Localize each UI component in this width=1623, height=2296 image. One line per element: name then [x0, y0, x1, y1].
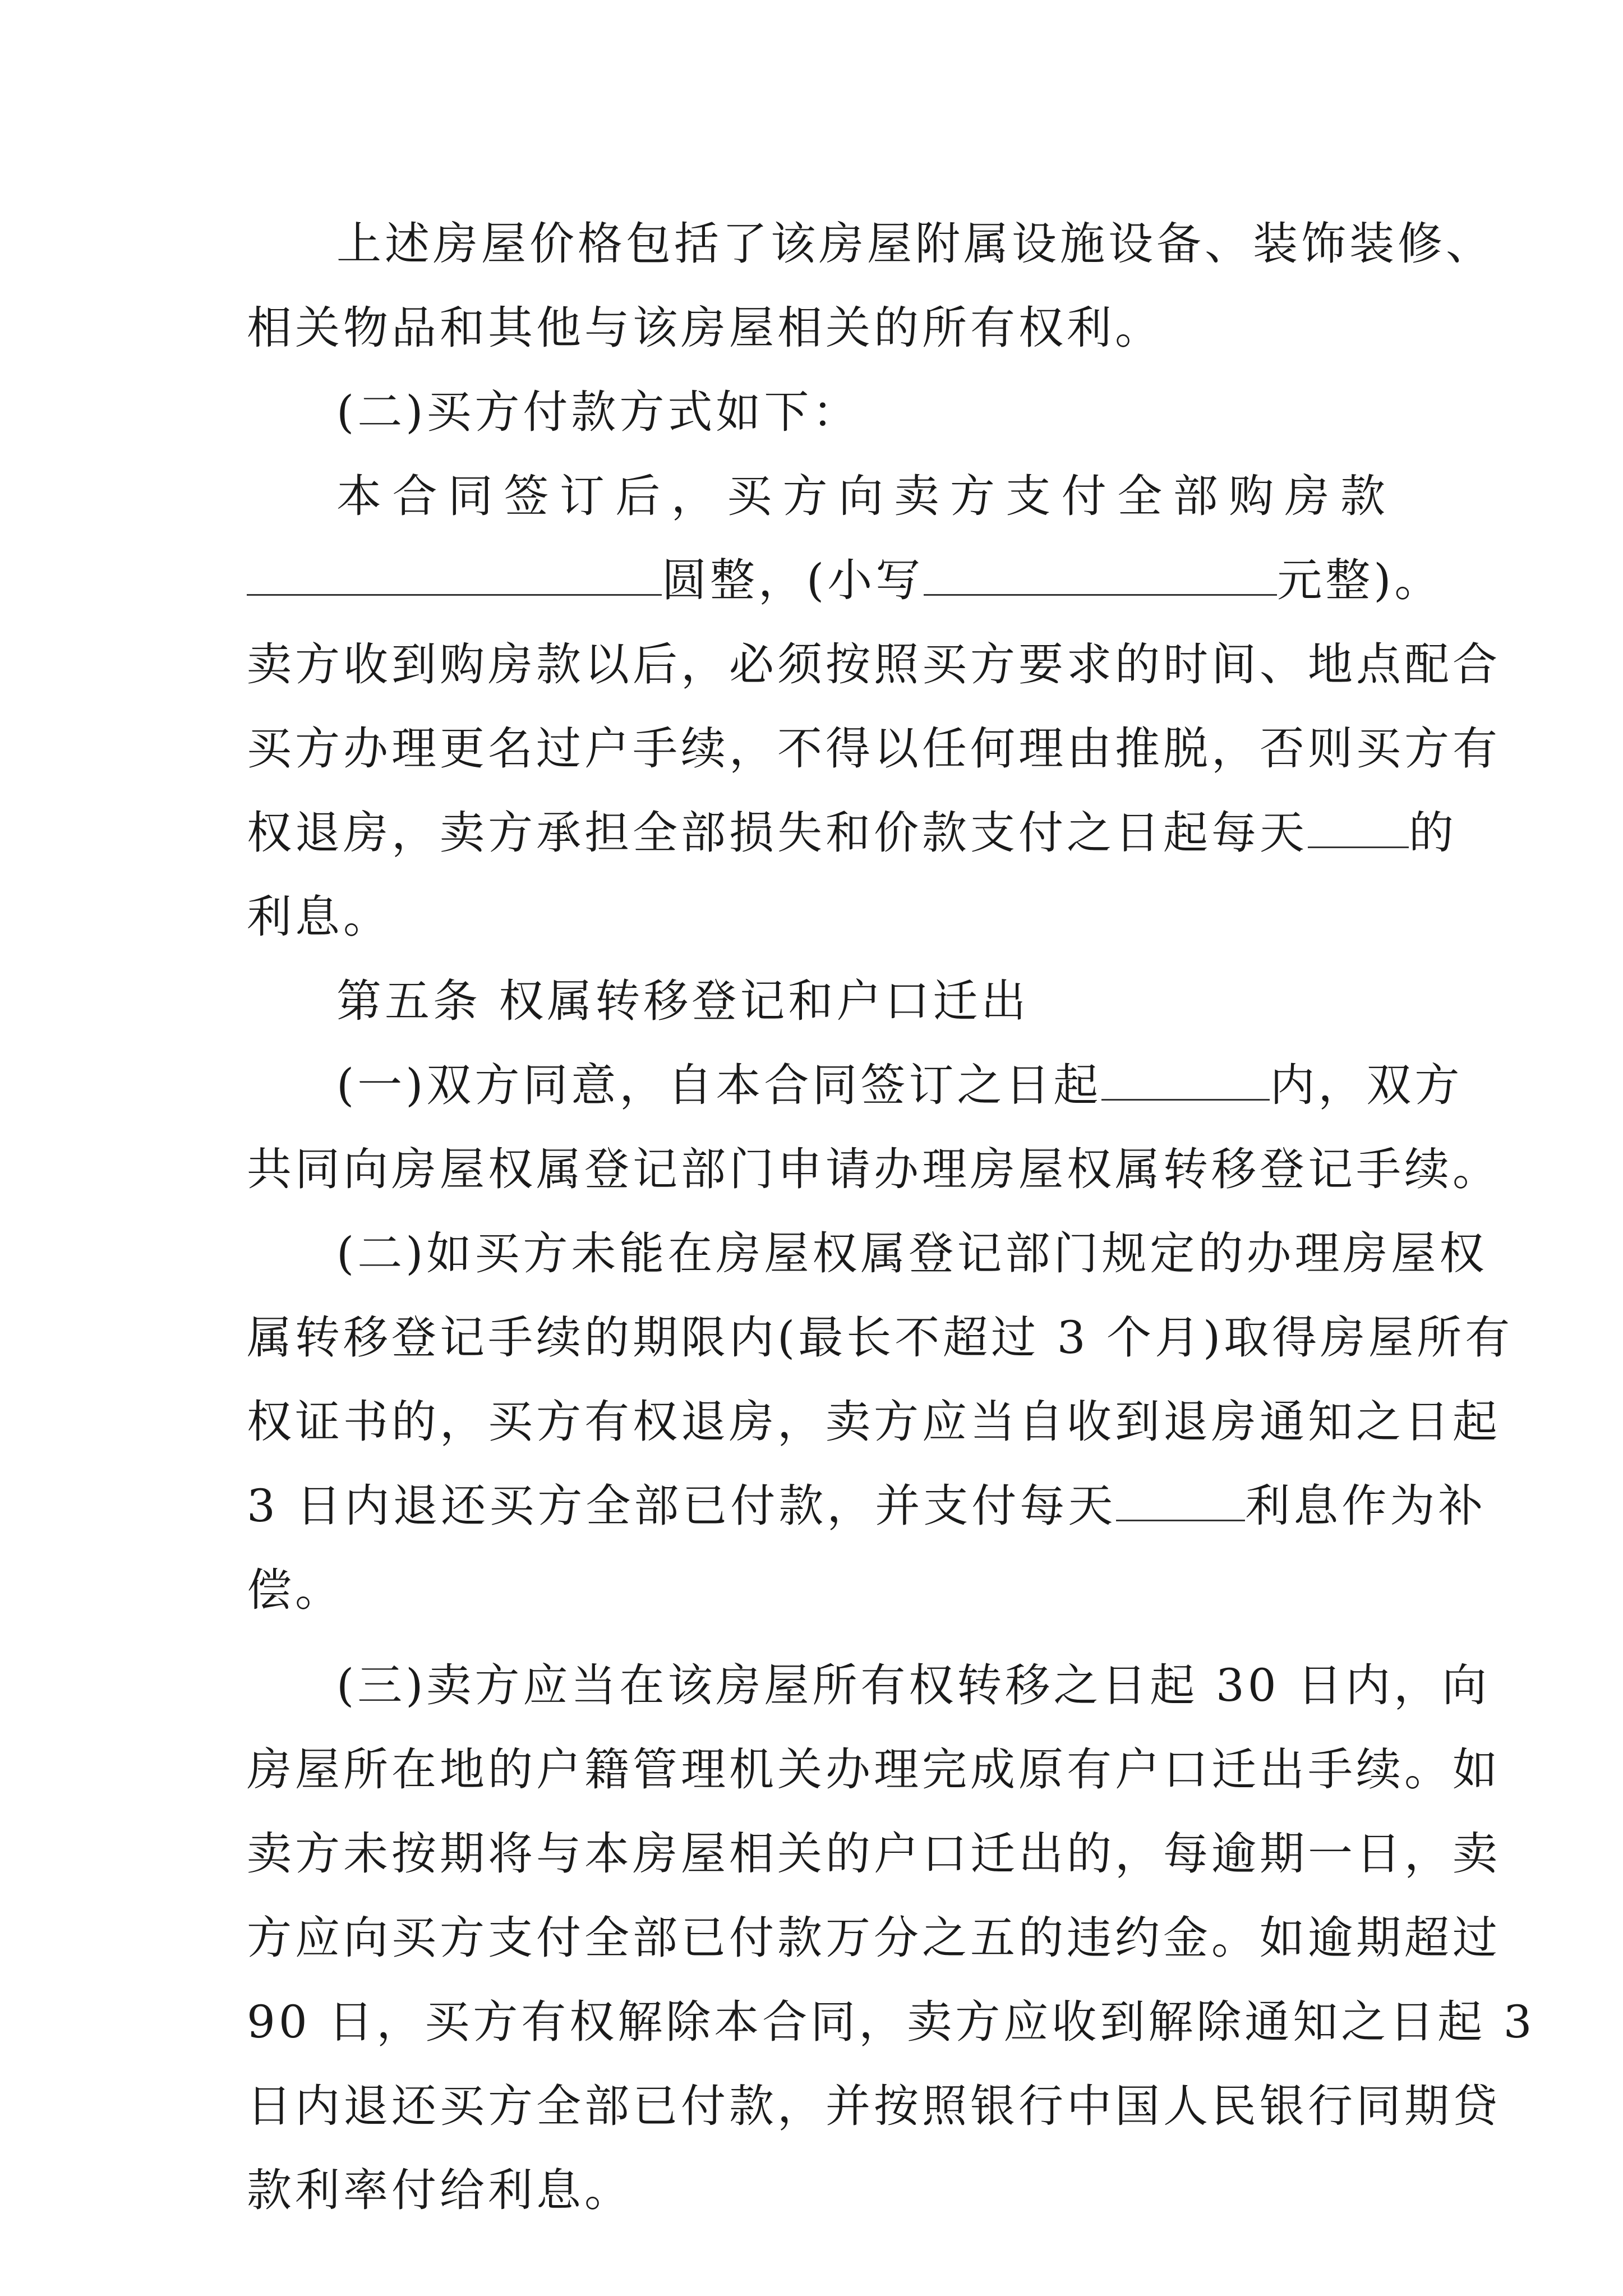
- text-segment: 内，双方: [1270, 1059, 1463, 1111]
- paragraph-line: 房屋所在地的户籍管理机关办理完成原有户口迁出手续。如: [247, 1743, 1501, 1796]
- amount-figure-blank[interactable]: [924, 559, 1277, 596]
- text-segment: (一)双方同意，自本合同签订之日起: [336, 1059, 1102, 1111]
- paragraph-line: 卖方收到购房款以后，必须按照买方要求的时间、地点配合: [247, 638, 1501, 691]
- amount-blank[interactable]: [247, 559, 662, 596]
- article-heading: 第五条 权属转移登记和户口迁出: [336, 975, 1030, 1027]
- text-segment: 3 日内退还买方全部已付款，并支付每天: [247, 1480, 1117, 1532]
- text-segment: 的: [1409, 807, 1457, 859]
- paragraph-line: 买方办理更名过户手续，不得以任何理由推脱，否则买方有: [247, 723, 1501, 775]
- paragraph-line: 本合同签订后，买方向卖方支付全部购房款: [336, 470, 1385, 522]
- paragraph-line: 共同向房屋权属登记部门申请办理房屋权属转移登记手续。: [247, 1143, 1501, 1195]
- paragraph-line: 权证书的，买方有权退房，卖方应当自收到退房通知之日起: [247, 1396, 1501, 1448]
- paragraph-line: (二)如买方未能在房屋权属登记部门规定的办理房屋权: [336, 1227, 1488, 1280]
- paragraph-line: 方应向买方支付全部已付款万分之五的违约金。如逾期超过: [247, 1912, 1501, 1964]
- paragraph-line: 90 日，买方有权解除本合同，卖方应收到解除通知之日起 3: [247, 1996, 1536, 2048]
- text-segment: 利息作为补: [1245, 1480, 1487, 1532]
- paragraph-line: 款利率付给利息。: [247, 2164, 633, 2216]
- paragraph-line: [247, 1464, 1487, 1548]
- text-segment: 元整)。: [1277, 554, 1443, 606]
- paragraph-line: [247, 539, 1443, 623]
- paragraph-line: 属转移登记手续的期限内(最长不超过 3 个月)取得房屋所有: [247, 1312, 1514, 1364]
- text-segment: 权退房，卖方承担全部损失和价款支付之日起每天: [247, 807, 1308, 859]
- paragraph-line: [336, 1043, 1463, 1128]
- paragraph-line: 上述房屋价格包括了该房屋附属设施设备、装饰装修、: [336, 218, 1494, 270]
- paragraph-line: (三)卖方应当在该房屋所有权转移之日起 30 日内，向: [336, 1659, 1491, 1711]
- paragraph-line: 相关物品和其他与该房屋相关的所有权利。: [247, 302, 1163, 354]
- interest-blank[interactable]: [1116, 1485, 1245, 1521]
- paragraph-line: 卖方未按期将与本房屋相关的户口迁出的，每逾期一日，卖: [247, 1828, 1501, 1880]
- paragraph-line: [247, 791, 1457, 875]
- days-blank[interactable]: [1101, 1064, 1270, 1101]
- paragraph-line: 日内退还买方全部已付款，并按照银行中国人民银行同期贷: [247, 2080, 1501, 2132]
- interest-blank[interactable]: [1308, 812, 1409, 848]
- text-segment: 圆整，(小写: [662, 554, 924, 606]
- paragraph-line: 利息。: [247, 891, 391, 943]
- section-heading: (二)买方付款方式如下：: [336, 386, 861, 438]
- paragraph-line: 偿。: [247, 1564, 343, 1616]
